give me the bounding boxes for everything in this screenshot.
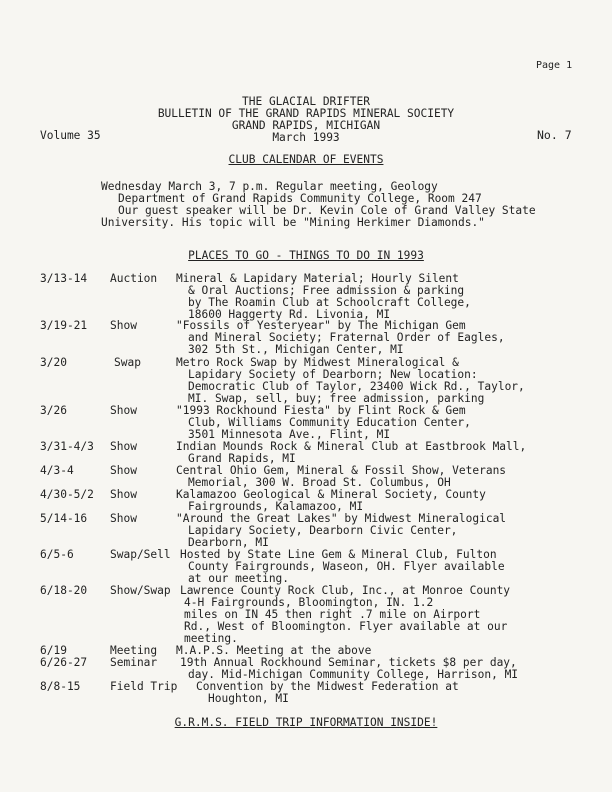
event-detail-line: Lapidary Society, Dearborn Civic Center, — [188, 524, 458, 537]
event-detail-line: Fairgrounds, Kalamazoo, MI — [188, 500, 364, 513]
event-detail-line: Democratic Club of Taylor, 23400 Wick Rd., Taylor, — [188, 380, 525, 393]
places-heading: PLACES TO GO - THINGS TO DO IN 1993 — [188, 249, 424, 262]
page-label: Page 1 — [536, 60, 573, 71]
event-detail-line: Memorial, 300 W. Broad St. Columbus, OH — [188, 476, 451, 489]
event-kind: Swap/Sell — [110, 548, 171, 561]
event-detail-line: Club, Williams Community Education Center, — [188, 416, 471, 429]
event-date: 6/18-20 — [40, 584, 88, 597]
event-detail-line: and Mineral Society; Fraternal Order of Eagles, — [188, 331, 505, 344]
newsletter-subtitle: BULLETIN OF THE GRAND RAPIDS MINERAL SOCIETY — [157, 107, 455, 120]
event-kind: Meeting — [110, 644, 158, 657]
event-detail-line: meeting. — [184, 632, 238, 645]
event-date: 5/14-16 — [40, 512, 88, 525]
issue-date: March 1993 — [272, 131, 340, 144]
event-date: 6/19 — [40, 644, 67, 657]
calendar-line-2: Department of Grand Rapids Community College, Room 247 — [118, 192, 482, 205]
event-detail-line: Convention by the Midwest Federation at — [196, 680, 459, 693]
event-kind: Show — [110, 440, 137, 453]
event-date: 8/8-15 — [40, 680, 81, 693]
calendar-line-1: Wednesday March 3, 7 p.m. Regular meeting, Geology — [101, 180, 438, 193]
event-date: 3/19-21 — [40, 319, 88, 332]
event-kind: Field Trip — [110, 680, 178, 693]
event-detail-line: Lawrence County Rock Club, Inc., at Monroe County — [180, 584, 511, 597]
event-detail-line: 4-H Fairgrounds, Bloomington, IN. 1.2 — [184, 596, 434, 609]
event-detail-line: 3501 Minnesota Ave., Flint, MI — [188, 428, 391, 441]
event-detail-line: "Around the Great Lakes" by Midwest Mineralogical — [176, 512, 507, 525]
event-kind: Swap — [114, 356, 141, 369]
event-kind: Show — [110, 464, 137, 477]
event-detail-line: MI. Swap, sell, buy; free admission, parking — [188, 392, 485, 405]
club-calendar-heading: CLUB CALENDAR OF EVENTS — [228, 153, 384, 166]
event-detail-line: 18600 Haggerty Rd. Livonia, MI — [188, 308, 391, 321]
newsletter-city: GRAND RAPIDS, MICHIGAN — [231, 119, 381, 132]
event-detail-line: at our meeting. — [188, 572, 290, 585]
event-detail-line: miles on IN 45 then right .7 mile on Airport — [184, 608, 481, 621]
event-detail-line: & Oral Auctions; Free admission & parking — [188, 284, 465, 297]
event-detail-line: Kalamazoo Geological & Mineral Society, County — [176, 488, 486, 501]
calendar-line-3: Our guest speaker will be Dr. Kevin Cole of Grand Valley State — [118, 204, 536, 217]
issue-number: No. 7 — [537, 128, 572, 142]
event-date: 4/3-4 — [40, 464, 74, 477]
event-kind: Show — [110, 512, 137, 525]
event-kind: Show/Swap — [110, 584, 171, 597]
event-detail-line: Grand Rapids, MI — [188, 452, 296, 465]
event-date: 3/31-4/3 — [40, 440, 94, 453]
event-date: 6/26-27 — [40, 656, 88, 669]
newsletter-title: THE GLACIAL DRIFTER — [242, 95, 370, 108]
event-date: 6/5-6 — [40, 548, 74, 561]
volume: Volume 35 — [40, 129, 101, 142]
event-kind: Show — [110, 404, 137, 417]
event-kind: Show — [110, 488, 137, 501]
event-detail-line: 19th Annual Rockhound Seminar, tickets $8 per day, — [180, 656, 517, 669]
event-detail-line: 302 5th St., Michigan Center, MI — [188, 343, 404, 356]
event-kind: Seminar — [110, 656, 158, 669]
event-detail-line: Indian Mounds Rock & Mineral Club at Eastbrook Mall, — [176, 440, 527, 453]
event-date: 4/30-5/2 — [40, 488, 94, 501]
event-detail-line: County Fairgrounds, Waseon, OH. Flyer available — [188, 560, 505, 573]
event-detail-line: Hosted by State Line Gem & Mineral Club, Fulton — [180, 548, 497, 561]
event-detail-line: by The Roamin Club at Schoolcraft College, — [188, 296, 471, 309]
event-date: 3/20 — [40, 356, 67, 369]
event-date: 3/13-14 — [40, 272, 88, 285]
event-detail-line: "Fossils of Yesteryear" by The Michigan Gem — [176, 319, 466, 332]
event-date: 3/26 — [40, 404, 67, 417]
event-detail-line: Central Ohio Gem, Mineral & Fossil Show, Veterans — [176, 464, 507, 477]
event-kind: Auction — [110, 272, 158, 285]
calendar-line-4: University. His topic will be "Mining Herkimer Diamonds." — [101, 216, 485, 229]
event-detail-line: "1993 Rockhound Fiesta" by Flint Rock & Gem — [176, 404, 466, 417]
event-detail-line: Dearborn, MI — [188, 536, 269, 549]
event-detail-line: Rd., West of Bloomington. Flyer available at our — [184, 620, 508, 633]
event-kind: Show — [110, 319, 137, 332]
event-detail-line: Metro Rock Swap by Midwest Mineralogical & — [176, 356, 459, 369]
event-detail-line: Mineral & Lapidary Material; Hourly Silent — [176, 272, 459, 285]
event-detail-line: day. Mid-Michigan Community College, Harrison, MI — [188, 668, 519, 681]
event-detail-line: Lapidary Society of Dearborn; New location: — [188, 368, 478, 381]
event-detail-line: Houghton, MI — [208, 692, 289, 705]
footer-note: G.R.M.S. FIELD TRIP INFORMATION INSIDE! — [174, 716, 438, 729]
event-detail-line: M.A.P.S. Meeting at the above — [176, 644, 372, 657]
